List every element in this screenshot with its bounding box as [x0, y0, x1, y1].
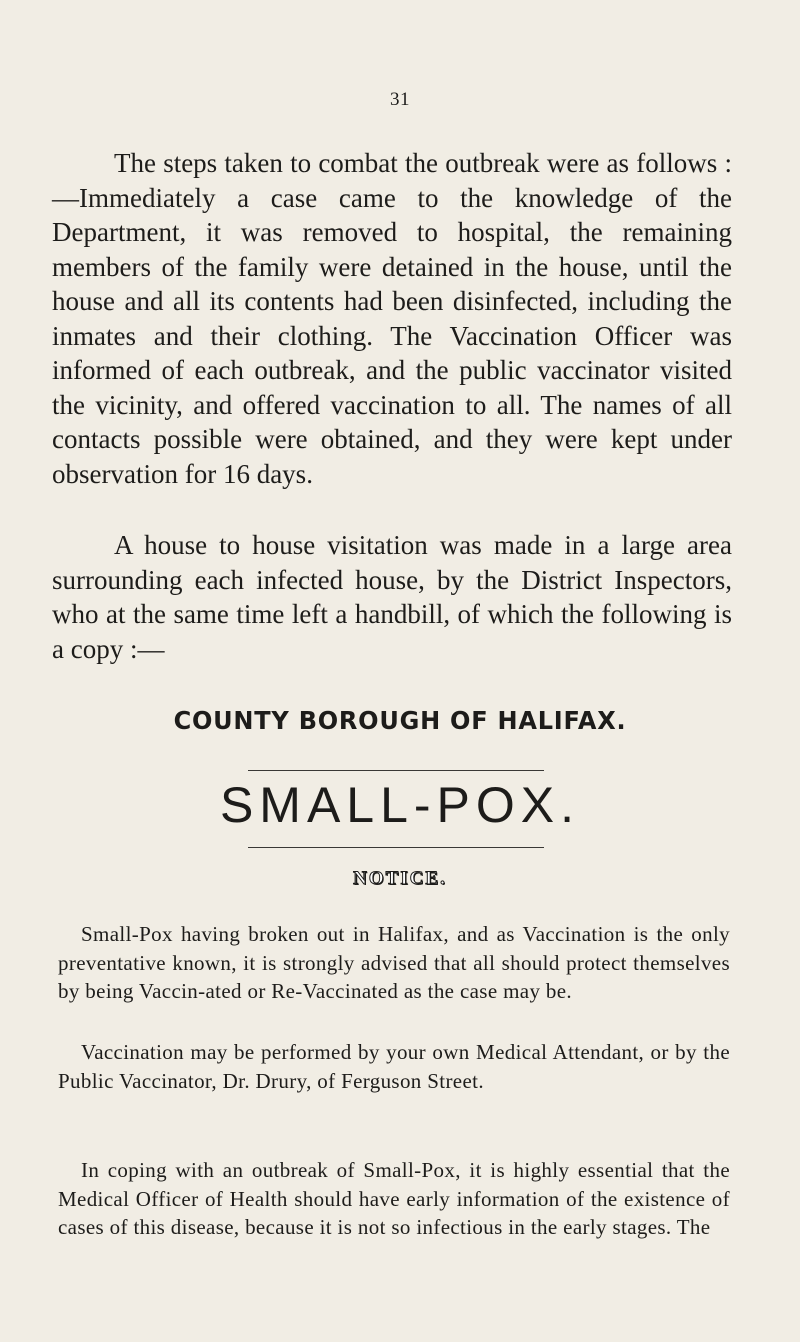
handbill-disease-heading: SMALL-POX.	[219, 777, 581, 833]
page-number: 31	[390, 89, 410, 110]
handbill-bottom-rule	[248, 847, 544, 848]
handbill-top-rule	[248, 770, 544, 771]
body-paragraph-outbreak-steps: The steps taken to combat the outbreak were as follows :—Immediately a case came to the knowledge of the Department, it was removed to hospital, the remaining members of the family were detained in the house, until the house and all its contents had been disinfected, including the inmates and their clothing. The Vaccination Officer was informed of each outbreak, and the public vaccinator visited the vicinity, and offered vaccination to all. The names of all contacts possible were obtained, and they were kept under observation for 16 days.	[52, 148, 732, 489]
body-paragraph-house-visitation: A house to house visitation was made in a large area surrounding each infected house, by the District Inspectors, who at the same time left a handbill, of which the following is a copy :—	[52, 530, 732, 664]
handbill-notice-heading: NOTICE.	[353, 868, 447, 889]
handbill-paragraph-early-information: In coping with an outbreak of Small-Pox, it is highly essential that the Medical Officer of Health should have early information of the existence of cases of this disease, because it is not so infectious in the early stages. The	[58, 1158, 730, 1239]
handbill-county-heading: COUNTY BOROUGH OF HALIFAX.	[173, 706, 627, 735]
handbill-paragraph-vaccinator: Vaccination may be performed by your own Medical Attendant, or by the Public Vaccinator, Dr. Drury, of Ferguson Street.	[58, 1040, 730, 1093]
handbill-paragraph-vaccination-advice: Small-Pox having broken out in Halifax, and as Vaccination is the only preventative known, it is strongly advised that all should protect themselves by being Vaccin-ated or Re-Vaccinated as the case may be.	[58, 922, 730, 1003]
